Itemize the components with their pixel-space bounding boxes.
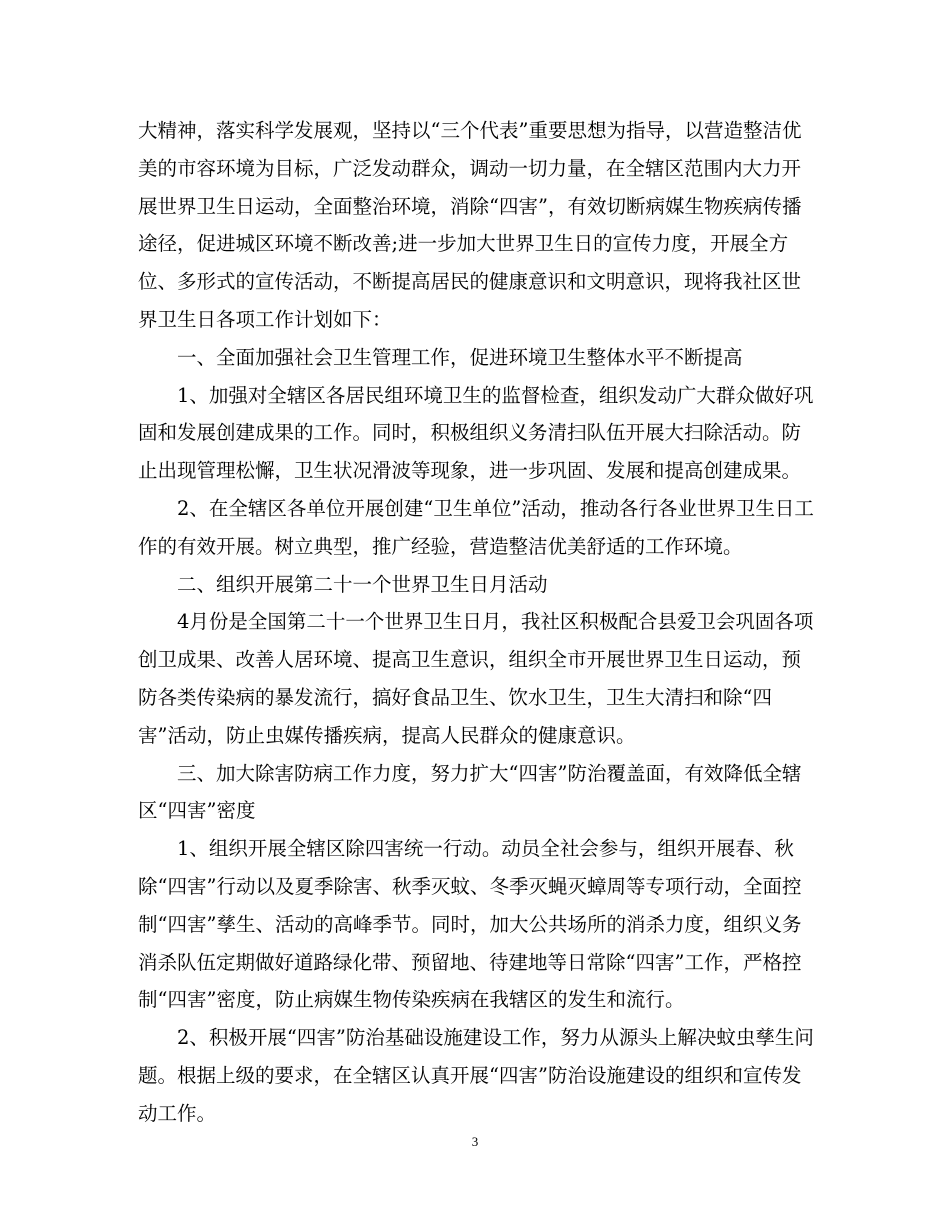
paragraph: 1、组织开展全辖区除四害统一行动。动员全社会参与，组织开展春、秋除“四害”行动以及夏季除害、秋季灭蚊、冬季灭蝇灭蟑周等专项行动，全面控制“四害”孳生、活动的高峰季节。同时，加大公共场所的消杀力度，组织义务消杀队伍定期做好道路绿化带、预留地、待建地等日常除“四害”工作，严格控制“四害”密度，防止病媒生物传染疾病在我辖区的发生和流行。	[138, 837, 802, 1012]
paragraph: 1、加强对全辖区各居民组环境卫生的监督检查，组织发动广大群众做好巩固和发展创建成果的工作。同时，积极组织义务清扫队伍开展大扫除活动。防止出现管理松懈，卫生状况滑波等现象，进一步巩固、发展和提高创建成果。	[138, 383, 814, 483]
paragraph: 2、积极开展“四害”防治基础设施建设工作，努力从源头上解决蚊虫孳生问题。根据上级的要求，在全辖区认真开展“四害”防治设施建设的组织和宣传发动工作。	[138, 1026, 814, 1125]
section-heading: 一、全面加强社会卫生管理工作，促进环境卫生整体水平不断提高	[177, 345, 743, 369]
page-number: 3	[471, 1134, 479, 1149]
section-heading: 三、加大除害防病工作力度，努力扩大“四害”防治覆盖面，有效降低全辖区“四害”密度	[138, 761, 802, 823]
section-heading: 二、组织开展第二十一个世界卫生日月活动	[177, 572, 548, 596]
paragraph: 大精神，落实科学发展观，坚持以“三个代表”重要思想为指导，以营造整洁优美的市容环境为目标，广泛发动群众，调动一切力量，在全辖区范围内大力开展世界卫生日运动，全面整治环境，消除“四害”，有效切断病媒生物疾病传播途径，促进城区环境不断改善;进一步加大世界卫生日的宣传力度，开展全方位、多形式的宣传活动，不断提高居民的健康意识和文明意识，现将我社区世界卫生日各项工作计划如下：	[138, 119, 802, 331]
paragraph: 4月份是全国第二十一个世界卫生日月，我社区积极配合县爱卫会巩固各项创卫成果、改善人居环境、提高卫生意识，组织全市开展世界卫生日运动，预防各类传染病的暴发流行，搞好食品卫生、饮水卫生，卫生大清扫和除“四害”活动，防止虫媒传播疾病，提高人民群众的健康意识。	[138, 610, 814, 747]
paragraph: 2、在全辖区各单位开展创建“卫生单位”活动，推动各行各业世界卫生日工作的有效开展。树立典型，推广经验，营造整洁优美舒适的工作环境。	[138, 496, 814, 558]
body-text	[138, 112, 818, 1133]
